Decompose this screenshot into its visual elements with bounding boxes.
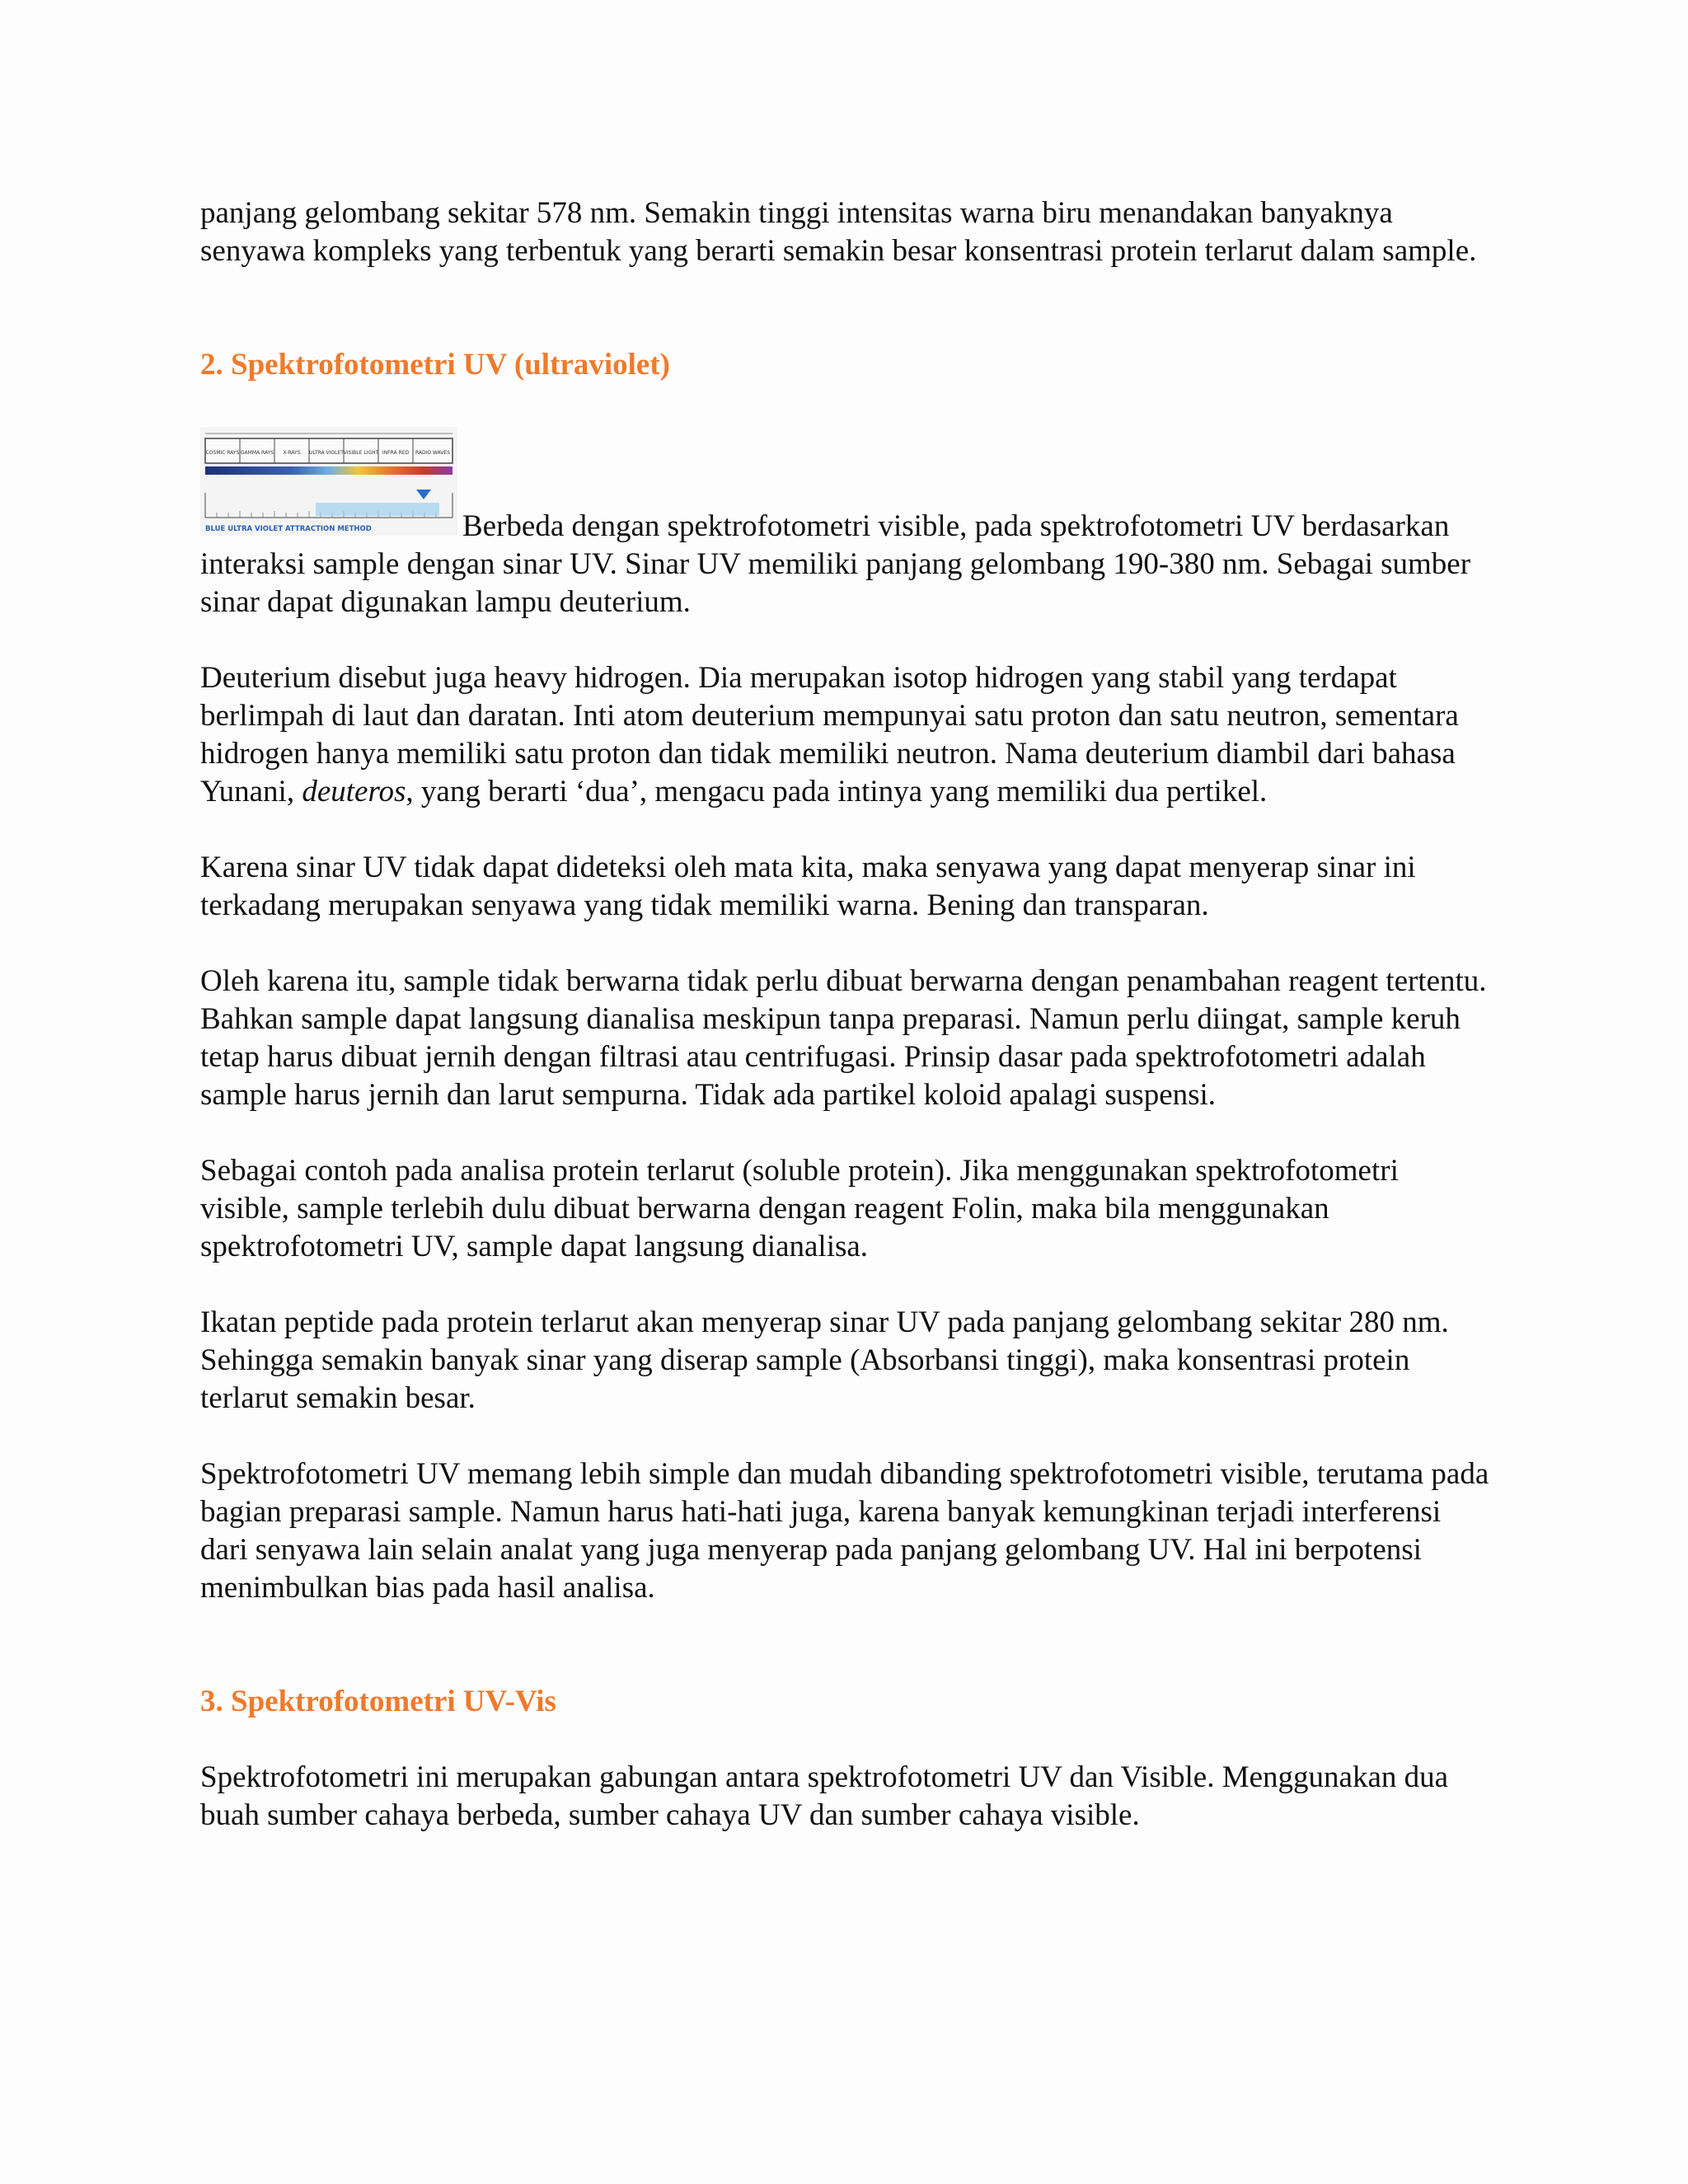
- section-2-paragraph-2: [200, 659, 1490, 811]
- section-2-paragraph-1: [200, 427, 1490, 621]
- band-label: COSMIC RAYS: [205, 450, 240, 456]
- section-2-paragraph-1-text: Berbeda dengan spektrofotometri visible, pada spektrofotometri UV berdasarkan interaksi sample dengan sinar UV. Sinar UV memiliki panjang gelombang 190-380 nm. Sebagai sumber sinar dapat digunakan lampu deuterium.: [200, 509, 1471, 619]
- section-2-paragraph-4: Oleh karena itu, sample tidak berwarna tidak perlu dibuat berwarna dengan penambahan reagent tertentu. Bahkan sample dapat langsung dianalisa meskipun tanpa preparasi. Namun perlu diingat, sample keruh tetap harus dibuat jernih dengan filtrasi atau centrifugasi. Prinsip dasar pada spektrofotometri adalah sample harus jernih dan larut sempurna. Tidak ada partikel koloid apalagi suspensi.: [200, 964, 1487, 1112]
- band-label: INFRA RED: [382, 450, 410, 456]
- electromagnetic-spectrum-image: [200, 427, 457, 536]
- section-2-paragraph-5: Sebagai contoh pada analisa protein terlarut (soluble protein). Jika menggunakan spektrofotometri visible, sample terlebih dulu dibuat berwarna dengan reagent Folin, maka bila menggunakan spektrofotometri UV, sample dapat langsung dianalisa.: [200, 1154, 1399, 1263]
- band-label: GAMMA RAYS: [240, 450, 274, 456]
- section-2-paragraph-6: Ikatan peptide pada protein terlarut akan menyerap sinar UV pada panjang gelombang sekitar 280 nm. Sehingga semakin banyak sinar yang diserap sample (Absorbansi tinggi), maka konsentrasi protein terlarut semakin besar.: [200, 1305, 1449, 1415]
- paragraph-2-text-start: Deuterium disebut juga heavy hidrogen. Dia merupakan isotop hidrogen yang stabil yang terdapat berlimpah di laut dan daratan. Inti atom deuterium mempunyai satu proton dan satu neutron, sementara hidrogen hanya memiliki satu proton dan tidak memiliki neutron. Nama deuterium diambil dari bahasa Yunani,: [200, 661, 1459, 808]
- section-2-paragraph-3: Karena sinar UV tidak dapat dideteksi oleh mata kita, maka senyawa yang dapat menyerap sinar ini terkadang merupakan senyawa yang tidak memiliki warna. Bening dan transparan.: [200, 851, 1416, 922]
- document-body: [200, 194, 1490, 1835]
- band-label: ULTRA VIOLET: [309, 450, 344, 456]
- band-label: X-RAYS: [283, 450, 301, 456]
- band-label: VISIBLE LIGHT: [343, 450, 379, 456]
- paragraph-2-text-end: , yang berarti ‘dua’, mengacu pada intinya yang memiliki dua pertikel.: [406, 775, 1268, 808]
- section-3-heading: 3. Spektrofotometri UV-Vis: [200, 1685, 556, 1718]
- band-label: RADIO WAVES: [415, 450, 451, 456]
- intro-paragraph: panjang gelombang sekitar 578 nm. Semakin tinggi intensitas warna biru menandakan banyaknya senyawa kompleks yang terbentuk yang berarti semakin besar konsentrasi protein terlarut dalam sample.: [200, 196, 1477, 268]
- figure-caption: BLUE ULTRA VIOLET ATTRACTION METHOD: [205, 525, 372, 533]
- section-3-paragraph-1: Spektrofotometri ini merupakan gabungan antara spektrofotometri UV dan Visible. Menggunakan dua buah sumber cahaya berbeda, sumber cahaya UV dan sumber cahaya visible.: [200, 1760, 1449, 1832]
- italic-term: deuteros: [302, 775, 406, 808]
- section-2-heading: 2. Spektrofotometri UV (ultraviolet): [200, 348, 670, 382]
- section-2-paragraph-7: Spektrofotometri UV memang lebih simple dan mudah dibanding spektrofotometri visible, terutama pada bagian preparasi sample. Namun harus hati-hati juga, karena banyak kemungkinan terjadi interferensi dari senyawa lain selain analat yang juga menyerap pada panjang gelombang UV. Hal ini berpotensi menimbulkan bias pada hasil analisa.: [200, 1457, 1489, 1605]
